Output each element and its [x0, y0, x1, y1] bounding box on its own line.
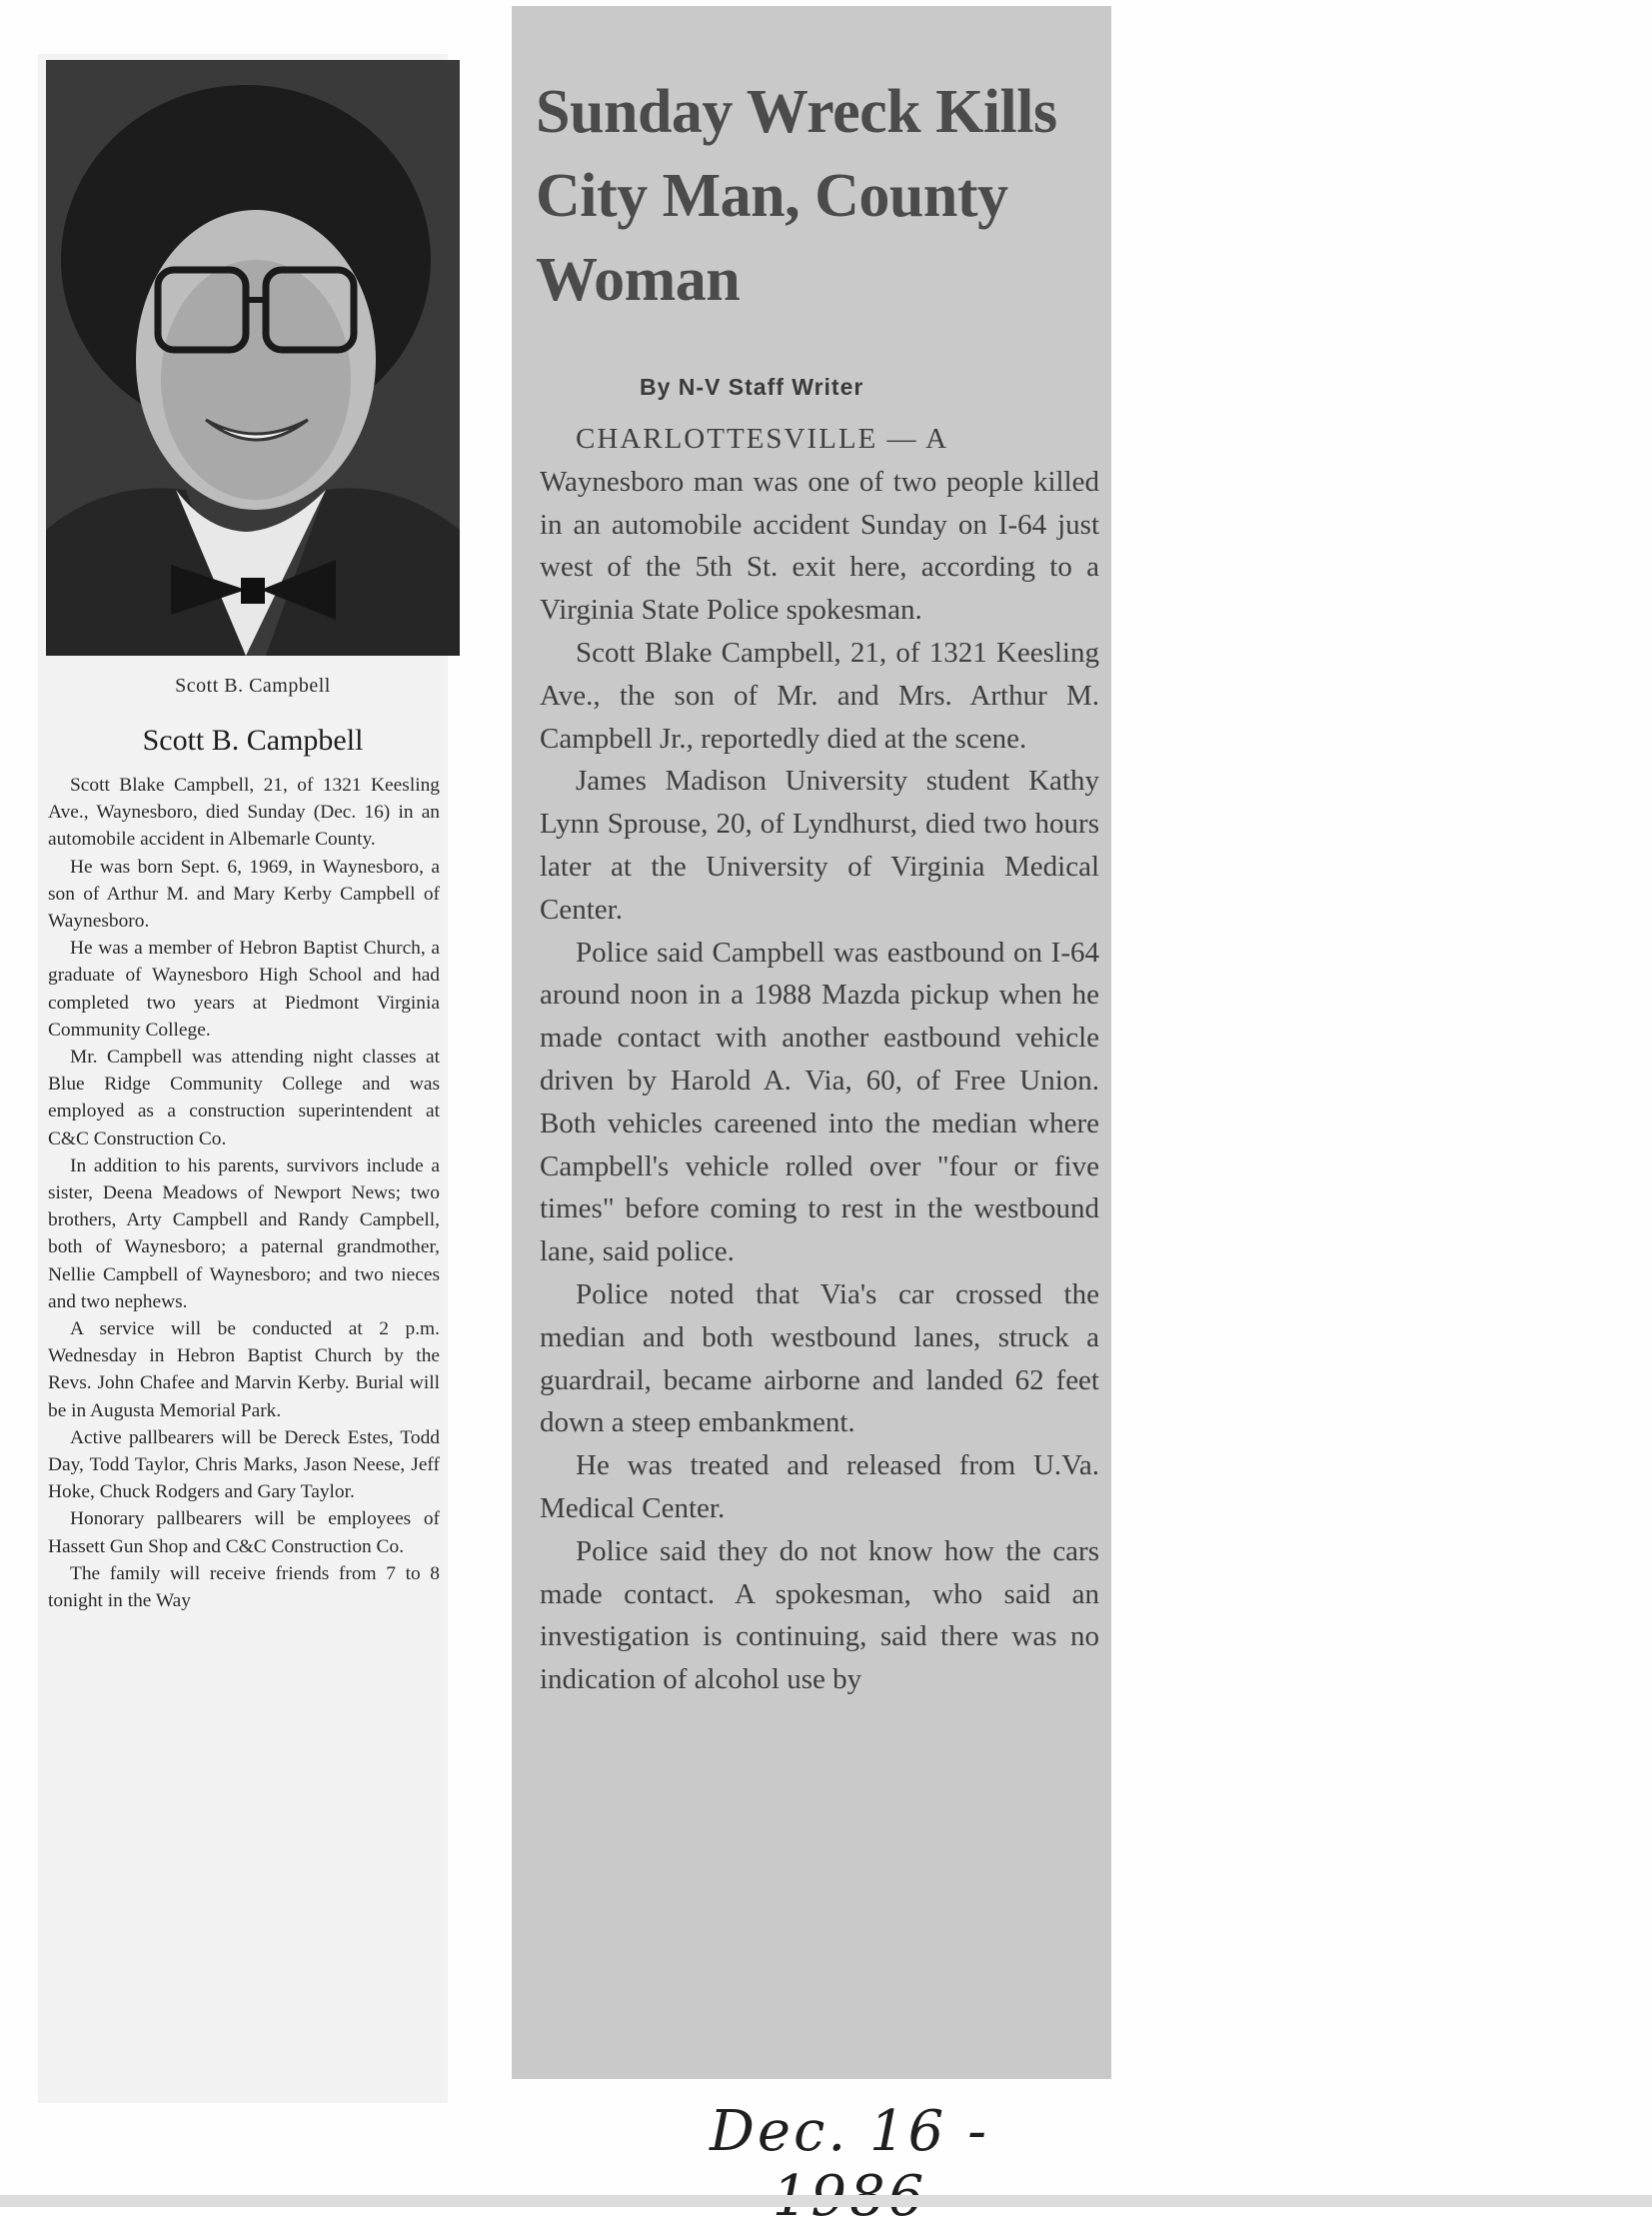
obituary-paragraph: Mr. Campbell was attending night classes at Blue Ridge Community College and was employed as a construction superintendent at C&C Construction Co. [48, 1047, 440, 1149]
obituary-paragraph: He was born Sept. 6, 1969, in Waynesboro, a son of Arthur M. and Mary Kerby Campbell of Waynesboro. [48, 856, 440, 933]
handwritten-date: Dec. 16 - [710, 2099, 989, 2164]
scan-bottom-edge [0, 2195, 1652, 2207]
article-headline: Sunday Wreck Kills City Man, County Woman [536, 78, 1057, 314]
obituary-paragraph: Scott Blake Campbell, 21, of 1321 Keesling Ave., Waynesboro, died Sunday (Dec. 16) in an automobile accident in Albemarle County. [48, 775, 440, 851]
obituary-paragraph: A service will be conducted at 2 p.m. Wednesday in Hebron Baptist Church by the Revs. John Chafee and Marvin Kerby. Burial will be in Augusta Memorial Park. [48, 1318, 440, 1421]
article-paragraph: Police said Campbell was eastbound on I-64 around noon in a 1988 Mazda pickup when he made contact with another eastbound vehicle driven by Harold A. Via, 60, of Free Union. Both vehicles careened into the median where Campbell's vehicle rolled over "four or five times" before coming to rest in the westbound lane, said police. [540, 936, 1099, 1268]
obituary-text [48, 772, 440, 1614]
obituary-paragraph: Active pallbearers will be Dereck Estes, Todd Day, Todd Taylor, Chris Marks, Jason Neese, Jeff Hoke, Chuck Rodgers and Gary Taylor. [48, 1426, 440, 1503]
article-paragraph: Scott Blake Campbell, 21, of 1321 Keesling Ave., the son of Mr. and Mrs. Arthur M. Campbell Jr., reportedly died at the scene. [540, 636, 1099, 755]
portrait-photo [46, 60, 460, 656]
article-paragraph: Waynesboro man was one of two people killed in an automobile accident Sunday on I-64 just west of the 5th St. exit here, according to a Virginia State Police spokesman. [540, 465, 1099, 627]
article-paragraph: James Madison University student Kathy Lynn Sprouse, 20, of Lyndhurst, died two hours later at the University of Virginia Medical Center. [540, 765, 1099, 926]
article-byline: By N-V Staff Writer [640, 374, 864, 400]
obituary-heading: Scott B. Campbell [142, 724, 364, 757]
portrait-image [46, 60, 460, 656]
obituary-paragraph: Honorary pallbearers will be employees of Hassett Gun Shop and C&C Construction Co. [48, 1508, 440, 1557]
article-paragraph: Police noted that Via's car crossed the median and both westbound lanes, struck a guardrail, became airborne and landed 62 feet down a steep embankment. [540, 1277, 1099, 1439]
article-dateline: CHARLOTTESVILLE — A [576, 423, 949, 455]
obituary-paragraph: The family will receive friends from 7 to 8 tonight in the Way [48, 1562, 440, 1612]
article-text [540, 418, 1099, 1700]
article-paragraph: He was treated and released from U.Va. Medical Center. [540, 1449, 1099, 1524]
article-paragraph: Police said they do not know how the cars made contact. A spokesman, who said an investigation is continuing, said there was no indication of alcohol use by [540, 1534, 1099, 1696]
obituary-paragraph: In addition to his parents, survivors include a sister, Deena Meadows of Newport News; two brothers, Arty Campbell and Randy Campbell, both of Waynesboro; a paternal grandmother, Nellie Campbell of Waynesboro; and two nieces and two nephews. [48, 1154, 440, 1312]
obituary-paragraph: He was a member of Hebron Baptist Church, a graduate of Waynesboro High School and had completed two years at Piedmont Virginia Community College. [48, 938, 440, 1041]
photo-caption: Scott B. Campbell [175, 675, 331, 697]
